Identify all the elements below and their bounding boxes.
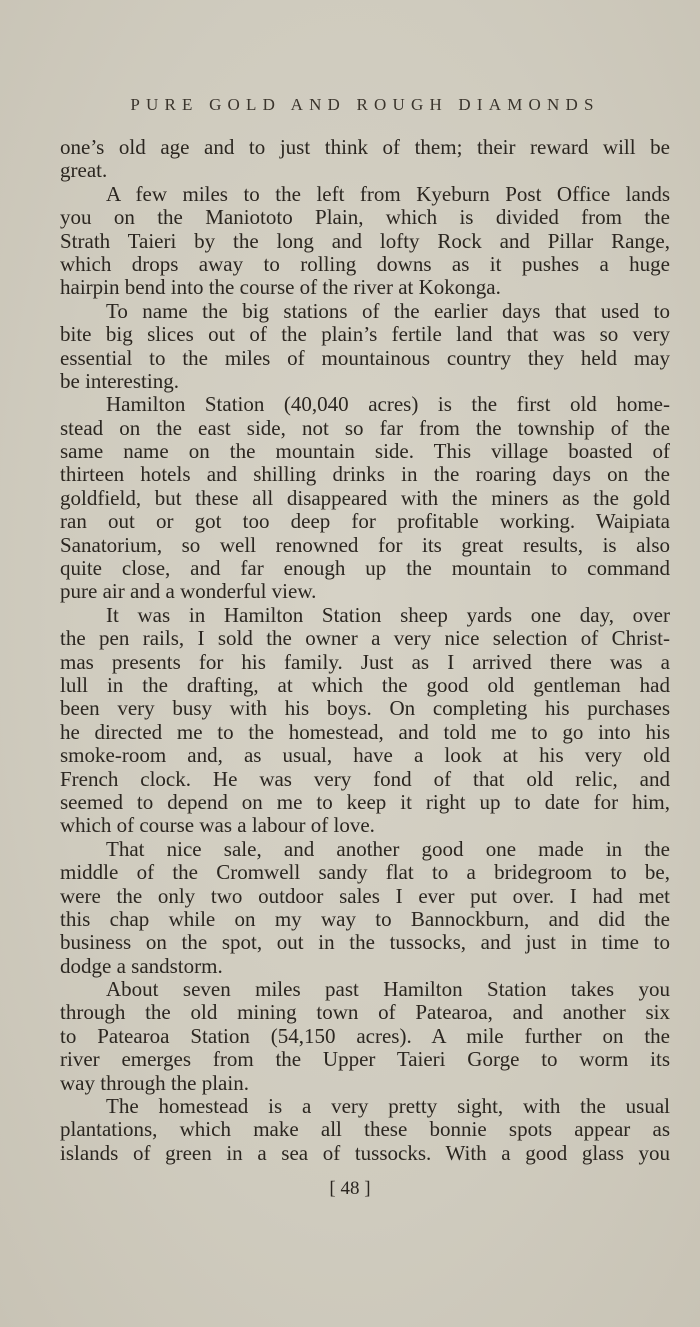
text-line: seemed to depend on me to keep it right up to date for him, (60, 789, 670, 814)
text-line: Sanatorium, so well renowned for its great results, is also (60, 532, 670, 557)
text-line: That nice sale, and another good one made in the (106, 836, 670, 861)
text-line: smoke-room and, as usual, have a look at his very old (60, 743, 670, 768)
text-line: through the old mining town of Patearoa, and another six (60, 1000, 670, 1025)
text-line: essential to the miles of mountainous country they held may (60, 345, 670, 370)
text-line: bite big slices out of the plain’s fertile land that was so very (60, 322, 670, 347)
text-line: hairpin bend into the course of the river at Kokonga. (60, 275, 501, 300)
text-line: French clock. He was very fond of that old relic, and (60, 766, 670, 791)
running-head: PURE GOLD AND ROUGH DIAMONDS (130, 95, 600, 114)
text-line: you on the Maniototo Plain, which is divided from the (60, 205, 670, 230)
text-line: which of course was a labour of love. (60, 813, 375, 838)
text-line: this chap while on my way to Bannockburn, and did the (60, 906, 670, 931)
text-line: great. (60, 158, 108, 183)
text-line: Strath Taieri by the long and lofty Rock and Pillar Range, (60, 228, 670, 253)
page-number: [ 48 ] (329, 1178, 371, 1199)
text-line: pure air and a wonderful view. (60, 579, 317, 604)
text-line: stead on the east side, not so far from the township of the (60, 415, 670, 440)
text-line: middle of the Cromwell sandy flat to a bridegroom to be, (60, 860, 670, 885)
text-line: Hamilton Station (40,040 acres) is the first old home- (106, 392, 670, 417)
text-line: which drops away to rolling downs as it pushes a huge (60, 251, 670, 276)
text-line: he directed me to the homestead, and told me to go into his (60, 719, 670, 744)
text-line: lull in the drafting, at which the good old gentleman had (60, 672, 670, 697)
text-line: dodge a sandstorm. (60, 953, 223, 978)
text-line: islands of green in a sea of tussocks. With a good glass you (60, 1140, 670, 1165)
text-line: same name on the mountain side. This village boasted of (60, 439, 670, 464)
text-line: goldfield, but these all disappeared with the miners as the gold (60, 485, 670, 510)
text-line: plantations, which make all these bonnie spots appear as (60, 1117, 670, 1142)
text-line: the pen rails, I sold the owner a very nice selection of Christ- (60, 626, 670, 651)
text-line: river emerges from the Upper Taieri Gorge to worm its (60, 1047, 670, 1072)
text-line: to Patearoa Station (54,150 acres). A mile further on the (60, 1023, 670, 1048)
text-line: be interesting. (60, 368, 179, 393)
body-text (60, 136, 670, 1165)
text-line: were the only two outdoor sales I ever put over. I had met (60, 883, 670, 908)
text-line: business on the spot, out in the tussocks, and just in time to (60, 930, 670, 955)
text-line: A few miles to the left from Kyeburn Post Office lands (106, 181, 670, 206)
text-line: To name the big stations of the earlier days that used to (106, 298, 670, 323)
text-line: About seven miles past Hamilton Station takes you (106, 977, 670, 1002)
text-line: been very busy with his boys. On completing his purchases (60, 696, 670, 721)
text-line: The homestead is a very pretty sight, with the usual (106, 1094, 670, 1119)
text-line: ran out or got too deep for profitable working. Waipiata (60, 509, 670, 534)
text-line: It was in Hamilton Station sheep yards one day, over (106, 602, 670, 627)
text-line: one’s old age and to just think of them; their reward will be (60, 135, 670, 159)
text-line: mas presents for his family. Just as I arrived there was a (60, 649, 670, 674)
text-line: quite close, and far enough up the mountain to command (60, 556, 670, 581)
text-line: way through the plain. (60, 1070, 249, 1095)
text-line: thirteen hotels and shilling drinks in the roaring days on the (60, 462, 670, 487)
